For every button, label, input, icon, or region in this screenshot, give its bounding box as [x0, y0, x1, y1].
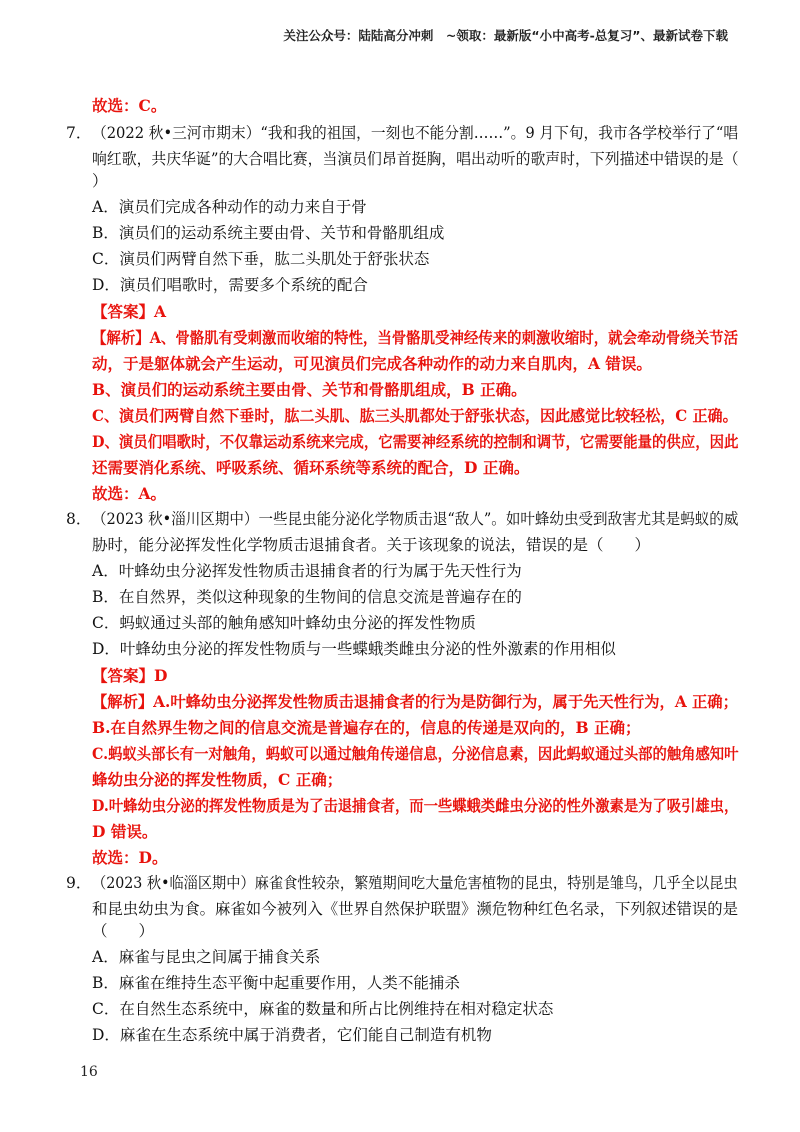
q8-analysis-line4: 蜂幼虫分泌的挥发性物质，C 正确； — [92, 770, 343, 789]
top-answer: 故选：C。 — [92, 96, 167, 115]
q8-stem-line2: 胁时，能分泌挥发性化学物质击退捕食者。关于该现象的说法，错误的是（ ） — [92, 536, 651, 554]
q7-stem-line1: （2022 秋•三河市期末）“我和我的祖国，一刻也不能分割……”。9 月下旬，我市各学校举行了“唱 — [92, 124, 739, 142]
q7-analysis-line4: C、演员们两臂自然下垂时，肱二头肌、肱三头肌都处于舒张状态，因此感觉比较轻松，C 正确。 — [92, 406, 738, 425]
q7-option-b: B．演员们的运动系统主要由骨、关节和骨骼肌组成 — [92, 224, 445, 242]
q9-option-d: D．麻雀在生态系统中属于消费者，它们能自己制造有机物 — [92, 1026, 492, 1044]
q7-stem-line3: ） — [92, 172, 108, 190]
q9-number: 9． — [66, 874, 92, 892]
q9-option-c: C．在自然生态系统中，麻雀的数量和所占比例维持在相对稳定状态 — [92, 1000, 554, 1018]
q7-analysis-line1: 【解析】A、骨骼肌有受刺激而收缩的特性，当骨骼肌受神经传来的刺激收缩时，就会牵动骨绕关节活 — [92, 328, 739, 347]
q8-analysis-line5: D.叶蜂幼虫分泌的挥发性物质是为了击退捕食者，而一些蝶蛾类雌虫分泌的性外激素是为了吸引雄虫， — [92, 796, 739, 815]
q8-option-d: D．叶蜂幼虫分泌的挥发性物质与一些蝶蛾类雌虫分泌的性外激素的作用相似 — [92, 640, 616, 658]
q8-stem-line1: （2023 秋•淄川区期中）一些昆虫能分泌化学物质击退“敌人”。如叶蜂幼虫受到敌害尤其是蚂蚁的威 — [92, 510, 739, 528]
q7-number: 7． — [66, 124, 92, 142]
page-header: 关注公众号：陆陆高分冲刺 ~领取：最新版“小中高考-总复习”、最新试卷下载 — [283, 28, 728, 43]
q7-answer: 【答案】A — [92, 302, 167, 321]
q7-analysis-line5: D、演员们唱歌时，不仅靠运动系统来完成，它需要神经系统的控制和调节，它需要能量的供应，因此 — [92, 432, 739, 451]
q7-stem-line2: 响红歌，共庆华诞”的大合唱比赛，当演员们昂首挺胸，唱出动听的歌声时，下列描述中错误的是（ — [92, 150, 739, 168]
q7-choose: 故选：A。 — [92, 484, 167, 503]
q7-option-c: C．演员们两臂自然下垂，肱二头肌处于舒张状态 — [92, 250, 430, 268]
q8-option-c: C．蚂蚁通过头部的触角感知叶蜂幼虫分泌的挥发性物质 — [92, 614, 476, 632]
q7-analysis-line3: B、演员们的运动系统主要由骨、关节和骨骼肌组成，B 正确。 — [92, 380, 527, 399]
q8-analysis-line2: B.在自然界生物之间的信息交流是普遍存在的，信息的传递是双向的，B 正确； — [92, 718, 641, 737]
q9-stem-line1: （2023 秋•临淄区期中）麻雀食性较杂，繁殖期间吃大量危害植物的昆虫，特别是雏鸟，几乎全以昆虫 — [92, 874, 738, 892]
q9-stem-line2: 和昆虫幼虫为食。麻雀如今被列入《世界自然保护联盟》濒危物种红色名录，下列叙述错误的是 — [92, 900, 739, 918]
q7-option-d: D．演员们唱歌时，需要多个系统的配合 — [92, 276, 368, 294]
q7-option-a: A．演员们完成各种动作的动力来自于骨 — [92, 198, 367, 216]
q8-analysis-line1: 【解析】A.叶蜂幼虫分泌挥发性物质击退捕食者的行为是防御行为，属于先天性行为，A 正确； — [92, 692, 738, 711]
q9-option-b: B．麻雀在维持生态平衡中起重要作用，人类不能捕杀 — [92, 974, 460, 992]
q8-number: 8． — [66, 510, 92, 528]
q9-option-a: A．麻雀与昆虫之间属于捕食关系 — [92, 948, 321, 966]
q8-analysis-line3: C.蚂蚁头部长有一对触角，蚂蚁可以通过触角传递信息，分泌信息素，因此蚂蚁通过头部的触角感知叶 — [92, 744, 739, 763]
q8-option-b: B．在自然界，类似这种现象的生物间的信息交流是普遍存在的 — [92, 588, 522, 606]
q9-stem-line3: （ ） — [92, 922, 155, 940]
q8-analysis-line6: D 错误。 — [92, 822, 158, 841]
q7-analysis-line2: 动，于是躯体就会产生运动，可见演员们完成各种动作的动力来自肌肉，A 错误。 — [92, 354, 652, 373]
q8-option-a: A．叶蜂幼虫分泌挥发性物质击退捕食者的行为属于先天性行为 — [92, 562, 522, 580]
q8-answer: 【答案】D — [92, 666, 168, 685]
page-number: 16 — [80, 1064, 98, 1080]
q8-choose: 故选：D。 — [92, 848, 168, 867]
q7-analysis-line6: 还需要消化系统、呼吸系统、循环系统等系统的配合，D 正确。 — [92, 458, 530, 477]
